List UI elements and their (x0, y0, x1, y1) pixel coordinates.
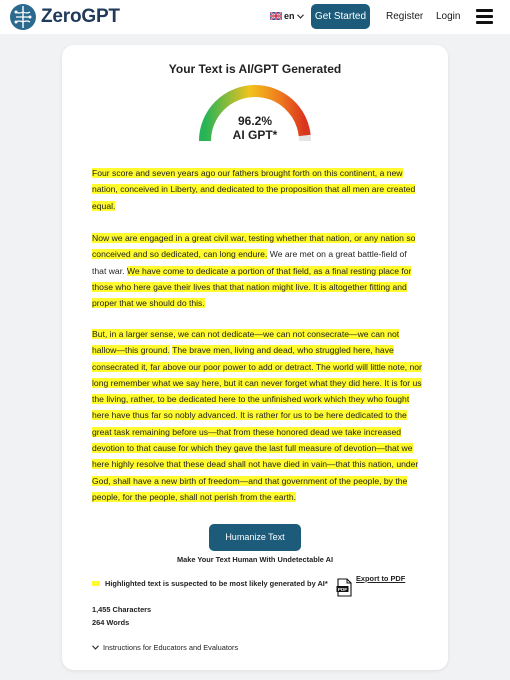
word-count: 264 Words (92, 618, 130, 627)
ai-gauge-label: AI GPT* (232, 128, 278, 142)
highlight-legend-text: Highlighted text is suspected to be most likely generated by AI* (105, 579, 328, 588)
chevron-down-icon (297, 14, 304, 19)
ai-percentage: 96.2% (237, 114, 273, 128)
highlighted-text: Four score and seven years ago our fathers brought forth on this continent, a new nation, conceived in Liberty, and dedicated to the proposition that all men are created equal. (92, 168, 416, 211)
plain-text: We are met on a great battle-field of that war. (92, 249, 407, 276)
highlighted-text: But, in a larger sense, we can not dedicate—we can not consecrate—we can not hallow—this ground. (92, 329, 400, 356)
svg-text:PDF: PDF (337, 586, 348, 592)
get-started-button[interactable]: Get Started (311, 4, 370, 29)
highlighted-text: We have come to dedicate a portion of that field, as a final resting place for those who here gave their lives that that nation might live. It is altogether fitting and proper that we should do this. (92, 265, 412, 309)
highlighted-text: Now we are engaged in a great civil war, testing whether that nation, or any nation so conceived and so dedicated, can long endure. (92, 233, 416, 260)
text-paragraph (92, 230, 422, 311)
pdf-icon[interactable] (336, 578, 353, 597)
humanize-tagline: Make Your Text Human With Undetectable AI (176, 555, 334, 564)
chevron-down-icon (92, 645, 99, 650)
highlighted-text: The brave men, living and dead, who struggled here, have consecrated it, far above our poor power to add or detract. The world will little note, nor long remember what we say here, but it can never forget what they did here. It is for us the living, rather, to be dedicated here to the unfinished work which they who fought here have thus far so nobly advanced. It is rather for us to be here dedicated to the great task remaining before us—that from these honored dead we take increased devotion to that cause for which they gave the last full measure of devotion—that we here highly resolve that these dead shall not have died in vain—that this nation, under God, shall have a new birth of freedom—and that government of the people, by the people, for the people, shall not perish from the earth. (92, 345, 422, 502)
humanize-text-button[interactable]: Humanize Text (209, 524, 301, 551)
language-label: en (284, 11, 295, 21)
instructions-label: Instructions for Educators and Evaluators (103, 643, 239, 652)
text-paragraph (92, 165, 422, 214)
login-link[interactable]: Login (436, 11, 461, 22)
hamburger-menu-icon[interactable] (476, 9, 493, 24)
register-link[interactable]: Register (386, 11, 424, 22)
uk-flag-icon (270, 12, 282, 20)
export-to-pdf-link[interactable]: Export to PDF (356, 574, 406, 583)
top-nav (0, 0, 510, 34)
text-paragraph (92, 326, 422, 505)
brand-name[interactable]: ZeroGPT (41, 6, 120, 27)
brain-logo-icon[interactable] (9, 3, 37, 31)
language-selector[interactable] (270, 11, 304, 21)
instructions-toggle[interactable] (92, 643, 238, 652)
result-title: Your Text is AI/GPT Generated (168, 62, 342, 76)
character-count: 1,455 Characters (92, 605, 152, 614)
